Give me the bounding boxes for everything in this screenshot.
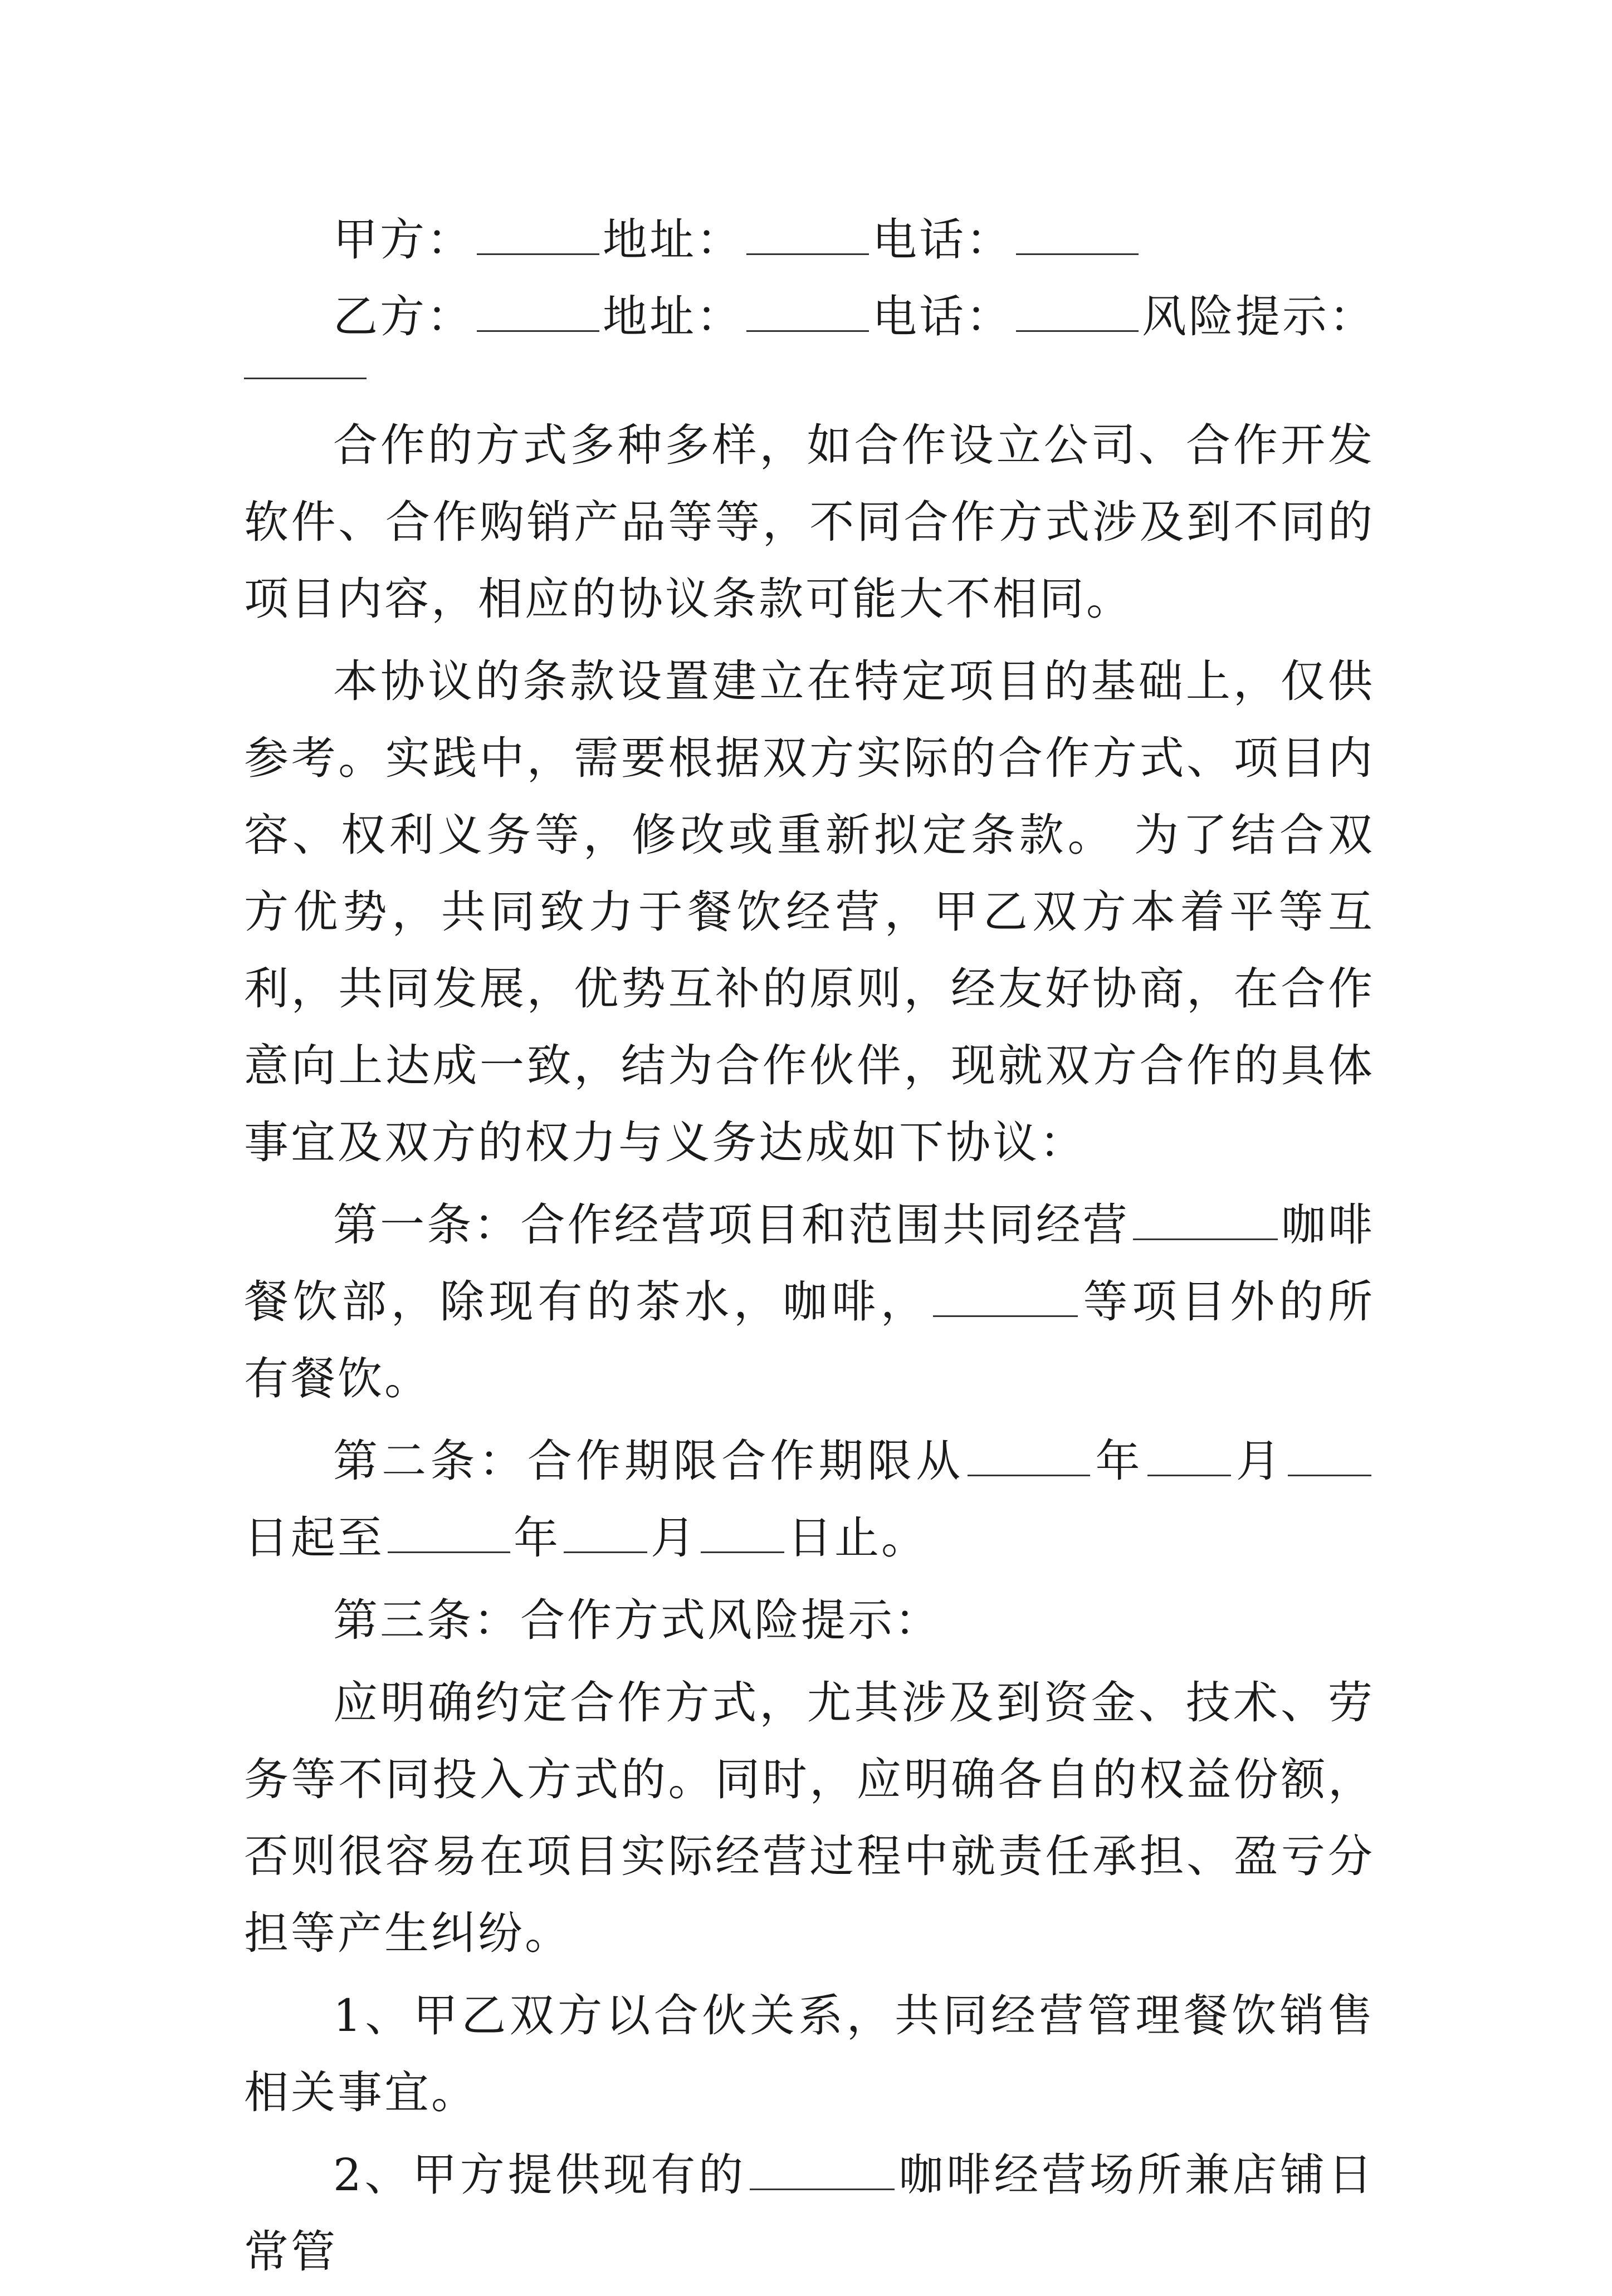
risk-note-blank[interactable] bbox=[244, 355, 367, 379]
party-b-address-label: 地址： bbox=[603, 291, 743, 342]
article-2 bbox=[244, 1423, 1375, 1577]
article-1-venue-blank[interactable] bbox=[1133, 1200, 1278, 1240]
article-2-title: 第二条：合作期限合作期限从 bbox=[333, 1435, 965, 1487]
start-year-blank[interactable] bbox=[968, 1436, 1090, 1476]
party-a-phone-blank[interactable] bbox=[1016, 214, 1139, 255]
party-a-address-blank[interactable] bbox=[746, 214, 869, 255]
paragraph-cooperation-methods: 合作的方式多种多样，如合作设立公司、合作开发软件、合作购销产品等等，不同合作方式涉及到不同的项目内容，相应的协议条款可能大不相同。 bbox=[244, 419, 1375, 625]
start-month-blank[interactable] bbox=[1147, 1436, 1231, 1476]
party-b-name-blank[interactable] bbox=[477, 291, 599, 332]
clause-item-1: 1、甲乙双方以合伙关系，共同经营管理餐饮销售相关事宜。 bbox=[244, 1990, 1375, 2118]
agreement-body bbox=[244, 202, 1375, 2296]
article-1 bbox=[244, 1187, 1375, 1417]
article-3-title: 第三条：合作方式风险提示： bbox=[333, 1594, 941, 1646]
party-a-address-label: 地址： bbox=[603, 214, 743, 266]
party-b-line bbox=[244, 278, 1375, 355]
article-1-tail: 等项目外的所有餐饮。 bbox=[244, 1276, 1375, 1404]
article-1-title: 第一条：合作经营项目和范围共同经营 bbox=[333, 1199, 1130, 1251]
party-b-phone-blank[interactable] bbox=[1016, 291, 1139, 332]
clause-item-2-tail: 咖啡经营场所兼店铺日常管 bbox=[244, 2149, 1375, 2278]
start-year-label: 年 bbox=[1093, 1435, 1144, 1487]
end-month-label: 月 bbox=[651, 1512, 697, 1564]
clause-item-2-head: 2、甲方提供现有的 bbox=[333, 2149, 746, 2201]
party-a-line bbox=[244, 202, 1375, 278]
clause-item-2-venue-blank[interactable] bbox=[750, 2150, 895, 2190]
start-month-label: 月 bbox=[1234, 1435, 1285, 1487]
end-year-blank[interactable] bbox=[388, 1512, 510, 1553]
article-1-items-blank[interactable] bbox=[933, 1276, 1078, 1317]
start-day-label: 日起至 bbox=[244, 1512, 384, 1564]
end-year-label: 年 bbox=[514, 1512, 560, 1564]
end-day-label: 日止。 bbox=[788, 1512, 928, 1564]
party-a-name-blank[interactable] bbox=[477, 214, 599, 255]
clause-item-2 bbox=[244, 2137, 1375, 2290]
party-a-phone-label: 电话： bbox=[872, 214, 1013, 266]
end-month-blank[interactable] bbox=[564, 1512, 647, 1553]
party-b-label: 乙方： bbox=[333, 291, 473, 342]
party-b-risk-label: 风险提示： bbox=[1142, 291, 1376, 342]
start-day-blank[interactable] bbox=[1288, 1436, 1371, 1476]
paragraph-risk-note: 应明确约定合作方式，尤其涉及到资金、技术、劳务等不同投入方式的。同时，应明确各自的权益份额，否则很容易在项目实际经营过程中就责任承担、盈亏分担等产生纠纷。 bbox=[244, 1677, 1375, 1959]
article-1-scope: 咖啡餐饮部，除现有的茶水，咖啡， bbox=[244, 1199, 1375, 1328]
party-b-phone-label: 电话： bbox=[872, 291, 1013, 342]
paragraph-agreement-preamble: 本协议的条款设置建立在特定项目的基础上，仅供参考。实践中，需要根据双方实际的合作方式、项目内容、权利义务等，修改或重新拟定条款。 为了结合双方优势，共同致力于餐饮经营，甲乙双方本着平等互利，共同发展，优势互补的原则，经友好协商，在合作意向上达成一致，结为合作伙伴，现就双方合作的具体事宜及双方的权力与义务达成如下协议： bbox=[244, 655, 1375, 1168]
party-a-label: 甲方： bbox=[333, 214, 473, 266]
party-b-address-blank[interactable] bbox=[746, 291, 869, 332]
end-day-blank[interactable] bbox=[701, 1512, 784, 1553]
